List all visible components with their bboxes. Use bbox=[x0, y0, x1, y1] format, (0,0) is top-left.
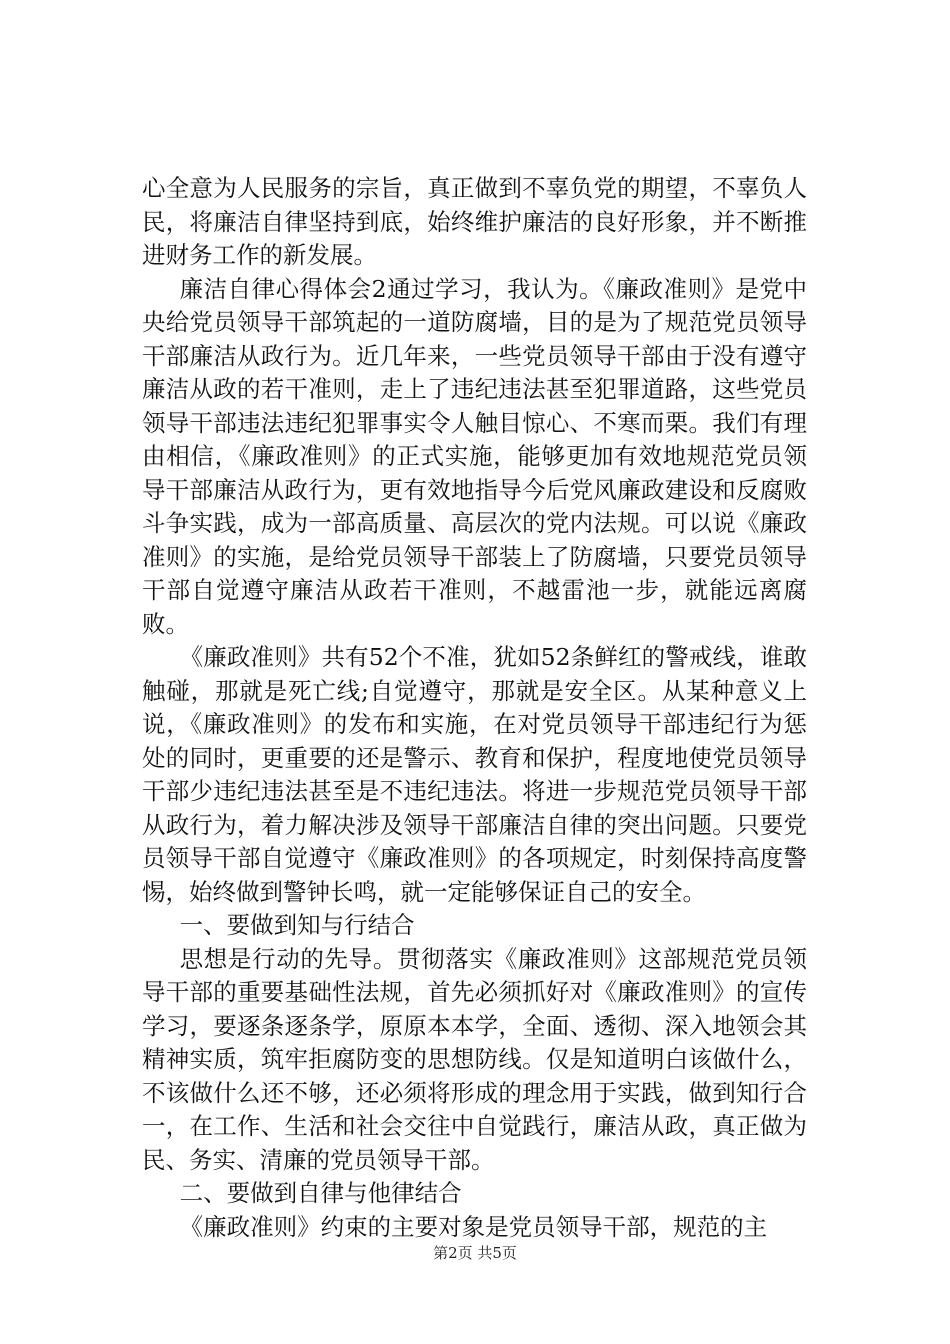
paragraph-body: 《廉政准则》约束的主要对象是党员领导干部，规范的主 bbox=[179, 1212, 768, 1241]
document-body bbox=[142, 172, 807, 1244]
section-heading: 一、要做到知与行结合 bbox=[179, 911, 415, 939]
paragraph-continuation: 心全意为人民服务的宗旨，真正做到不辜负党的期望，不辜负人民，将廉洁自律坚持到底，始终维护廉洁的良好形象，并不断推进财务工作的新发展。 bbox=[142, 174, 807, 269]
page-footer: 第2页 共5页 bbox=[433, 1244, 517, 1262]
paragraph-body: 《廉政准则》共有52个不准，犹如52条鲜红的警戒线，谁敢触碰，那就是死亡线;自觉遵守，那就是安全区。从某种意义上说，《廉政准则》的发布和实施，在对党员领导干部违纪行为惩处的同时，更重要的还是警示、教育和保护，程度地使党员领导干部少违纪违法甚至是不违纪违法。将进一步规范党员领导干部从政行为，着力解决涉及领导干部廉洁自律的突出问题。只要党员领导干部自觉遵守《廉政准则》的各项规定，时刻保持高度警惕，始终做到警钟长鸣，就一定能够保证自己的安全。 bbox=[142, 643, 807, 906]
paragraph-body: 思想是行动的先导。贯彻落实《廉政准则》这部规范党员领导干部的重要基础性法规，首先必须抓好对《廉政准则》的宣传学习，要逐条逐条学，原原本本学，全面、透彻、深入地领会其精神实质，筑牢拒腐防变的思想防线。仅是知道明白该做什么，不该做什么还不够，还必须将形成的理念用于实践，做到知行合一，在工作、生活和社会交往中自觉践行，廉洁从政，真正做为民、务实、清廉的党员领导干部。 bbox=[142, 944, 807, 1174]
section-heading: 二、要做到自律与他律结合 bbox=[179, 1179, 462, 1207]
paragraph-body: 廉洁自律心得体会2通过学习，我认为。《廉政准则》是党中央给党员领导干部筑起的一道防腐墙，目的是为了规范党员领导干部廉洁从政行为。近几年来，一些党员领导干部由于没有遵守廉洁从政的若干准则，走上了违纪违法甚至犯罪道路，这些党员领导干部违法违纪犯罪事实令人触目惊心、不寒而栗。我们有理由相信，《廉政准则》的正式实施，能够更加有效地规范党员领导干部廉洁从政行为，更有效地指导今后党风廉政建设和反腐败斗争实践，成为一部高质量、高层次的党内法规。可以说《廉政准则》的实施，是给党员领导干部装上了防腐墙，只要党员领导干部自觉遵守廉洁从政若干准则，不越雷池一步，就能远离腐败。 bbox=[142, 274, 807, 638]
